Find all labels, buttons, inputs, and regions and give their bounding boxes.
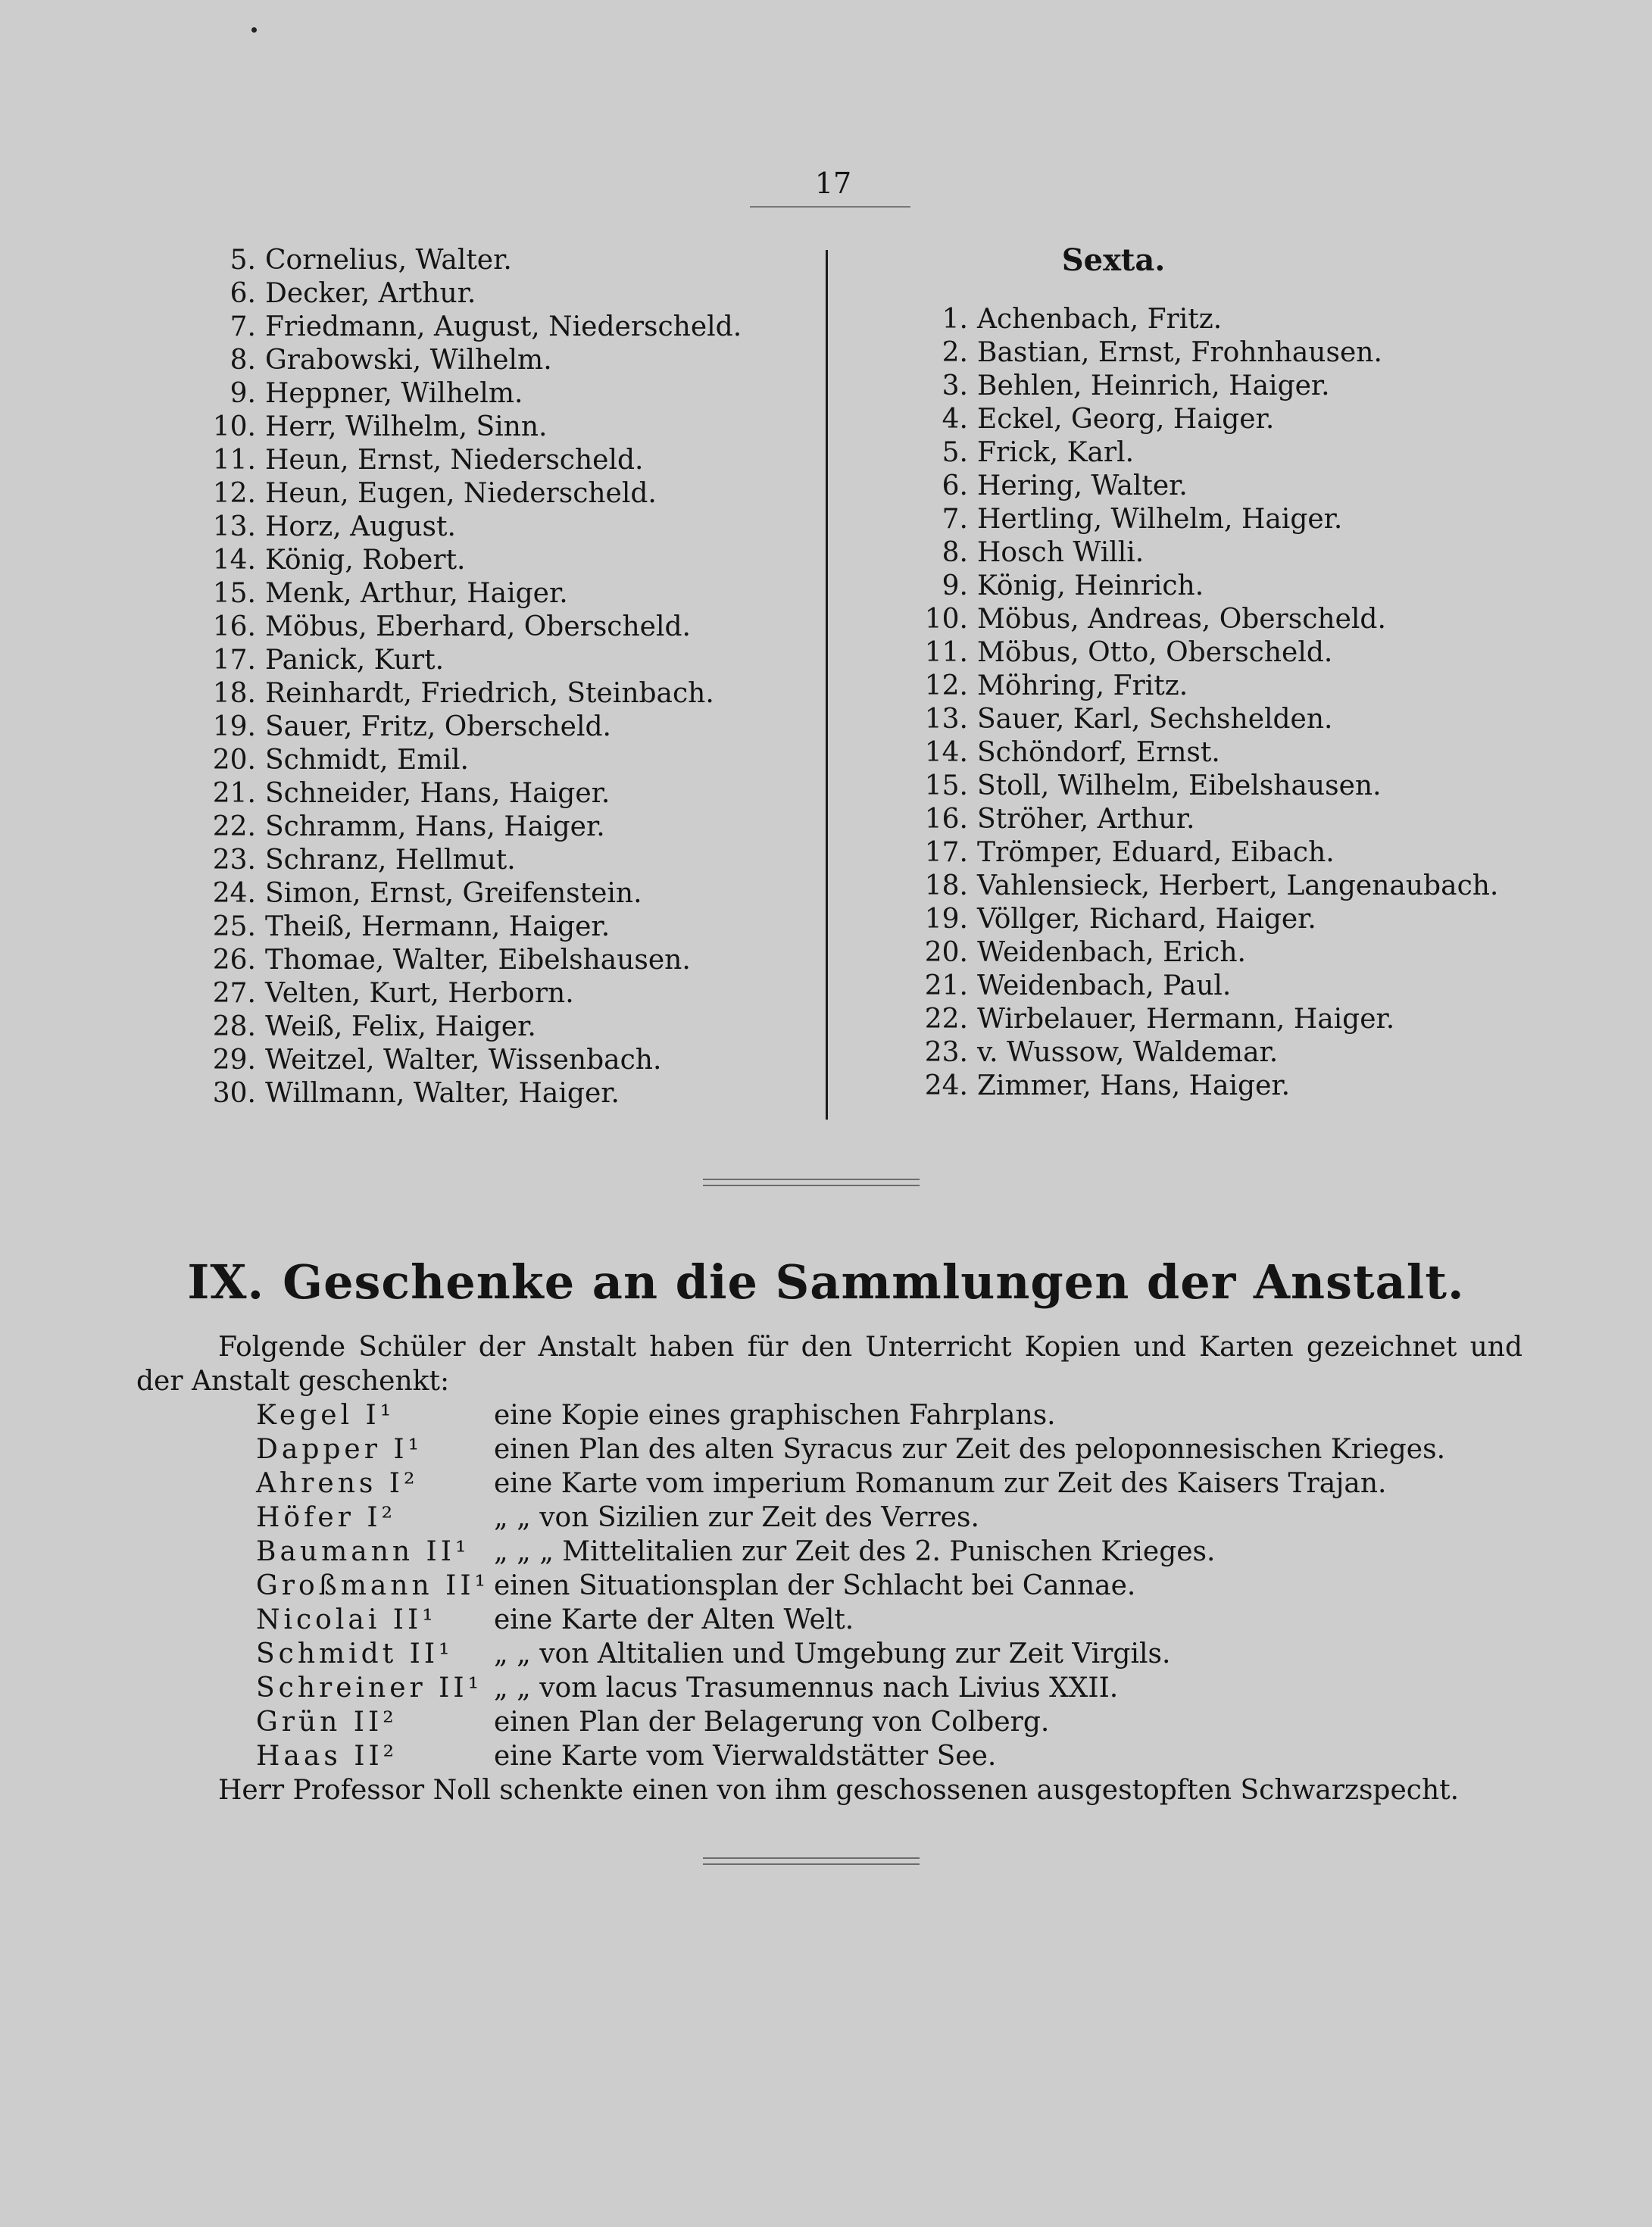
gift-entry bbox=[256, 1535, 1522, 1569]
item-number: 12. bbox=[212, 478, 256, 509]
list-item bbox=[909, 670, 1515, 703]
item-name: Heun, Eugen, Niederscheld. bbox=[265, 478, 657, 509]
item-name: Weidenbach, Erich. bbox=[977, 937, 1246, 968]
item-name: Simon, Ernst, Greifenstein. bbox=[265, 878, 642, 909]
list-item bbox=[197, 1077, 803, 1110]
gift-donor: Schreiner II¹ bbox=[256, 1673, 483, 1704]
list-item bbox=[909, 636, 1515, 670]
item-name: Weidenbach, Paul. bbox=[977, 970, 1232, 1001]
gift-donor: Großmann II¹ bbox=[256, 1570, 489, 1601]
list-item bbox=[909, 1036, 1515, 1070]
item-name: Schranz, Hellmut. bbox=[265, 845, 516, 876]
item-name: Eckel, Georg, Haiger. bbox=[977, 404, 1275, 435]
list-item bbox=[909, 336, 1515, 370]
item-name: Weitzel, Walter, Wissenbach. bbox=[265, 1045, 662, 1076]
item-number: 4. bbox=[942, 404, 968, 435]
item-number: 7. bbox=[942, 504, 968, 535]
item-number: 11. bbox=[212, 445, 256, 476]
list-item bbox=[909, 1070, 1515, 1103]
item-number: 10. bbox=[924, 604, 968, 635]
item-number: 8. bbox=[942, 537, 968, 568]
list-item bbox=[197, 1010, 803, 1044]
list-item bbox=[909, 436, 1515, 470]
item-number: 16. bbox=[212, 611, 256, 642]
list-item bbox=[197, 611, 803, 644]
gift-description: eine Karte vom imperium Romanum zur Zeit des Kaisers Trajan. bbox=[494, 1468, 1387, 1499]
item-number: 19. bbox=[212, 711, 256, 742]
item-number: 26. bbox=[212, 945, 256, 976]
list-item bbox=[909, 536, 1515, 570]
list-item bbox=[909, 970, 1515, 1003]
item-number: 16. bbox=[924, 804, 968, 835]
list-item bbox=[197, 811, 803, 844]
list-item bbox=[197, 277, 803, 311]
item-name: Möhring, Fritz. bbox=[977, 670, 1188, 701]
item-number: 18. bbox=[924, 870, 968, 901]
item-number: 19. bbox=[924, 904, 968, 935]
list-item bbox=[909, 870, 1515, 903]
item-name: Völlger, Richard, Haiger. bbox=[977, 904, 1316, 935]
item-name: König, Robert. bbox=[265, 545, 466, 576]
gift-entry bbox=[256, 1432, 1522, 1466]
item-name: Schramm, Hans, Haiger. bbox=[265, 811, 605, 842]
item-name: Achenbach, Fritz. bbox=[977, 304, 1223, 335]
item-number: 9. bbox=[942, 570, 968, 601]
list-item bbox=[909, 603, 1515, 636]
gift-description: eine Kopie eines graphischen Fahrplans. bbox=[494, 1400, 1056, 1431]
list-item bbox=[909, 503, 1515, 536]
list-item bbox=[909, 370, 1515, 403]
gift-donor: Nicolai II¹ bbox=[256, 1604, 437, 1635]
list-item bbox=[909, 836, 1515, 870]
list-item bbox=[197, 444, 803, 477]
item-name: Sauer, Fritz, Oberscheld. bbox=[265, 711, 611, 742]
list-item bbox=[197, 677, 803, 711]
gift-description: eine Karte vom Vierwaldstätter See. bbox=[494, 1741, 997, 1772]
section-title bbox=[0, 1254, 1652, 1310]
list-item bbox=[909, 703, 1515, 736]
item-number: 20. bbox=[212, 745, 256, 776]
gift-donor: Baumann II¹ bbox=[256, 1536, 470, 1567]
list-item bbox=[197, 477, 803, 511]
item-name: Decker, Arthur. bbox=[265, 278, 476, 309]
item-number: 23. bbox=[924, 1037, 968, 1068]
item-number: 15. bbox=[212, 578, 256, 609]
item-number: 5. bbox=[230, 245, 256, 276]
item-name: Schneider, Hans, Haiger. bbox=[265, 778, 611, 809]
item-name: Horz, August. bbox=[265, 511, 456, 542]
item-number: 21. bbox=[924, 970, 968, 1001]
item-number: 25. bbox=[212, 911, 256, 942]
sexta-student-list bbox=[909, 244, 1515, 1103]
item-number: 6. bbox=[942, 470, 968, 501]
item-number: 27. bbox=[212, 978, 256, 1009]
column-divider bbox=[826, 250, 828, 1120]
list-item bbox=[909, 770, 1515, 803]
item-number: 30. bbox=[212, 1078, 256, 1109]
gift-donor: Höfer I² bbox=[256, 1502, 397, 1533]
item-number: 7. bbox=[230, 311, 256, 342]
gift-donor: Ahrens I² bbox=[256, 1468, 419, 1499]
list-item bbox=[197, 644, 803, 677]
item-number: 8. bbox=[230, 345, 256, 376]
list-item bbox=[197, 511, 803, 544]
item-number: 14. bbox=[924, 737, 968, 768]
sexta-heading: Sexta. bbox=[1061, 242, 1166, 278]
gift-entry bbox=[256, 1637, 1522, 1671]
gift-donor: Grün II² bbox=[256, 1707, 398, 1738]
gift-description: „ „ von Altitalien und Umgebung zur Zeit Virgils. bbox=[494, 1638, 1171, 1669]
item-name: Hosch Willi. bbox=[977, 537, 1145, 568]
bottom-divider bbox=[703, 1857, 920, 1865]
item-number: 21. bbox=[212, 778, 256, 809]
item-name: Herr, Wilhelm, Sinn. bbox=[265, 411, 548, 442]
item-number: 14. bbox=[212, 545, 256, 576]
item-number: 9. bbox=[230, 378, 256, 409]
list-item bbox=[197, 244, 803, 277]
gift-donor: Kegel I¹ bbox=[256, 1400, 395, 1431]
item-name: Möbus, Eberhard, Oberscheld. bbox=[265, 611, 691, 642]
item-number: 29. bbox=[212, 1045, 256, 1076]
gift-donor: Schmidt II¹ bbox=[256, 1638, 454, 1669]
item-name: Heun, Ernst, Niederscheld. bbox=[265, 445, 644, 476]
gift-entry bbox=[256, 1739, 1522, 1773]
gift-entry bbox=[256, 1705, 1522, 1739]
gift-description: einen Plan des alten Syracus zur Zeit des peloponnesischen Krieges. bbox=[494, 1434, 1446, 1465]
item-name: Möbus, Andreas, Oberscheld. bbox=[977, 604, 1386, 635]
left-student-list bbox=[197, 244, 803, 1110]
item-number: 18. bbox=[212, 678, 256, 709]
item-name: Hering, Walter. bbox=[977, 470, 1188, 501]
item-number: 22. bbox=[212, 811, 256, 842]
item-name: Menk, Arthur, Haiger. bbox=[265, 578, 568, 609]
closing-paragraph: Herr Professor Noll schenkte einen von ihm geschossenen ausgestopften Schwarzspecht. bbox=[218, 1775, 1460, 1806]
item-name: v. Wussow, Waldemar. bbox=[977, 1037, 1279, 1068]
gift-entry bbox=[256, 1603, 1522, 1637]
item-name: Bastian, Ernst, Frohnhausen. bbox=[977, 337, 1382, 368]
page-number-rule bbox=[750, 206, 910, 208]
item-number: 13. bbox=[924, 704, 968, 735]
item-name: Grabowski, Wilhelm. bbox=[265, 345, 552, 376]
item-name: Cornelius, Walter. bbox=[265, 245, 512, 276]
item-name: Hertling, Wilhelm, Haiger. bbox=[977, 504, 1343, 535]
gift-entry bbox=[256, 1501, 1522, 1535]
section-divider bbox=[703, 1179, 920, 1186]
gift-entry bbox=[256, 1466, 1522, 1501]
item-name: Theiß, Hermann, Haiger. bbox=[265, 911, 611, 942]
item-number: 3. bbox=[942, 370, 968, 401]
item-name: Vahlensieck, Herbert, Langenaubach. bbox=[977, 870, 1499, 901]
gift-entry bbox=[256, 1569, 1522, 1603]
item-name: Heppner, Wilhelm. bbox=[265, 378, 523, 409]
list-item bbox=[197, 944, 803, 977]
item-number: 24. bbox=[924, 1070, 968, 1101]
item-number: 11. bbox=[924, 637, 968, 668]
list-item bbox=[197, 877, 803, 910]
list-item bbox=[909, 903, 1515, 936]
item-number: 24. bbox=[212, 878, 256, 909]
item-name: Schmidt, Emil. bbox=[265, 745, 469, 776]
item-number: 13. bbox=[212, 511, 256, 542]
list-item bbox=[197, 844, 803, 877]
list-item bbox=[909, 470, 1515, 503]
list-item bbox=[197, 311, 803, 344]
list-item bbox=[909, 1003, 1515, 1036]
list-item bbox=[909, 403, 1515, 436]
list-item bbox=[197, 1044, 803, 1077]
gift-entry bbox=[256, 1398, 1522, 1432]
item-name: Panick, Kurt. bbox=[265, 645, 445, 676]
item-number: 12. bbox=[924, 670, 968, 701]
item-name: Friedmann, August, Niederscheld. bbox=[265, 311, 742, 342]
item-number: 6. bbox=[230, 278, 256, 309]
item-name: König, Heinrich. bbox=[977, 570, 1204, 601]
item-name: Stoll, Wilhelm, Eibelshausen. bbox=[977, 770, 1382, 801]
gift-description: „ „ „ Mittelitalien zur Zeit des 2. Punischen Krieges. bbox=[494, 1536, 1216, 1567]
section-heading: Geschenke an die Sammlungen der Anstalt. bbox=[283, 1254, 1465, 1310]
item-number: 22. bbox=[924, 1004, 968, 1035]
item-number: 17. bbox=[212, 645, 256, 676]
item-number: 2. bbox=[942, 337, 968, 368]
gift-description: eine Karte der Alten Welt. bbox=[494, 1604, 854, 1635]
gift-description: einen Situationsplan der Schlacht bei Cannae. bbox=[494, 1570, 1136, 1601]
list-item bbox=[197, 577, 803, 611]
list-item bbox=[197, 711, 803, 744]
item-name: Frick, Karl. bbox=[977, 437, 1135, 468]
item-name: Trömper, Eduard, Eibach. bbox=[977, 837, 1335, 868]
item-name: Behlen, Heinrich, Haiger. bbox=[977, 370, 1330, 401]
item-number: 20. bbox=[924, 937, 968, 968]
page-number: 17 bbox=[814, 167, 852, 200]
item-number: 1. bbox=[942, 304, 968, 335]
item-name: Zimmer, Hans, Haiger. bbox=[977, 1070, 1291, 1101]
list-item bbox=[909, 803, 1515, 836]
gift-entry bbox=[256, 1671, 1522, 1705]
item-name: Sauer, Karl, Sechshelden. bbox=[977, 704, 1333, 735]
list-item bbox=[197, 377, 803, 411]
item-name: Velten, Kurt, Herborn. bbox=[265, 978, 574, 1009]
list-item bbox=[197, 411, 803, 444]
list-item bbox=[909, 936, 1515, 970]
item-number: 17. bbox=[924, 837, 968, 868]
item-name: Thomae, Walter, Eibelshausen. bbox=[265, 945, 691, 976]
ink-speck bbox=[251, 27, 257, 33]
gift-donor: Haas II² bbox=[256, 1741, 398, 1772]
list-item bbox=[909, 736, 1515, 770]
intro-paragraph: Folgende Schüler der Anstalt haben für den Unterricht Kopien und Karten gezeichnet und der Anstalt geschenkt: bbox=[136, 1332, 1522, 1397]
item-number: 23. bbox=[212, 845, 256, 876]
gift-description: „ „ von Sizilien zur Zeit des Verres. bbox=[494, 1502, 979, 1533]
section-numeral: IX. bbox=[187, 1254, 265, 1310]
list-item bbox=[197, 544, 803, 577]
item-name: Schöndorf, Ernst. bbox=[977, 737, 1220, 768]
list-item bbox=[909, 303, 1515, 336]
item-name: Möbus, Otto, Oberscheld. bbox=[977, 637, 1333, 668]
item-number: 5. bbox=[942, 437, 968, 468]
item-number: 10. bbox=[212, 411, 256, 442]
item-number: 15. bbox=[924, 770, 968, 801]
item-name: Reinhardt, Friedrich, Steinbach. bbox=[265, 678, 714, 709]
gift-donor: Dapper I¹ bbox=[256, 1434, 423, 1465]
item-name: Ströher, Arthur. bbox=[977, 804, 1195, 835]
item-name: Wirbelauer, Hermann, Haiger. bbox=[977, 1004, 1395, 1035]
list-item bbox=[197, 977, 803, 1010]
gift-description: einen Plan der Belagerung von Colberg. bbox=[494, 1707, 1050, 1738]
list-item bbox=[197, 910, 803, 944]
list-item bbox=[197, 744, 803, 777]
item-name: Weiß, Felix, Haiger. bbox=[265, 1011, 536, 1042]
list-item bbox=[197, 344, 803, 377]
item-number: 28. bbox=[212, 1011, 256, 1042]
item-name: Willmann, Walter, Haiger. bbox=[265, 1078, 620, 1109]
gift-description: „ „ vom lacus Trasumennus nach Livius XXII. bbox=[494, 1673, 1119, 1704]
section-body bbox=[136, 1330, 1522, 1807]
list-item bbox=[197, 777, 803, 811]
list-item bbox=[909, 570, 1515, 603]
